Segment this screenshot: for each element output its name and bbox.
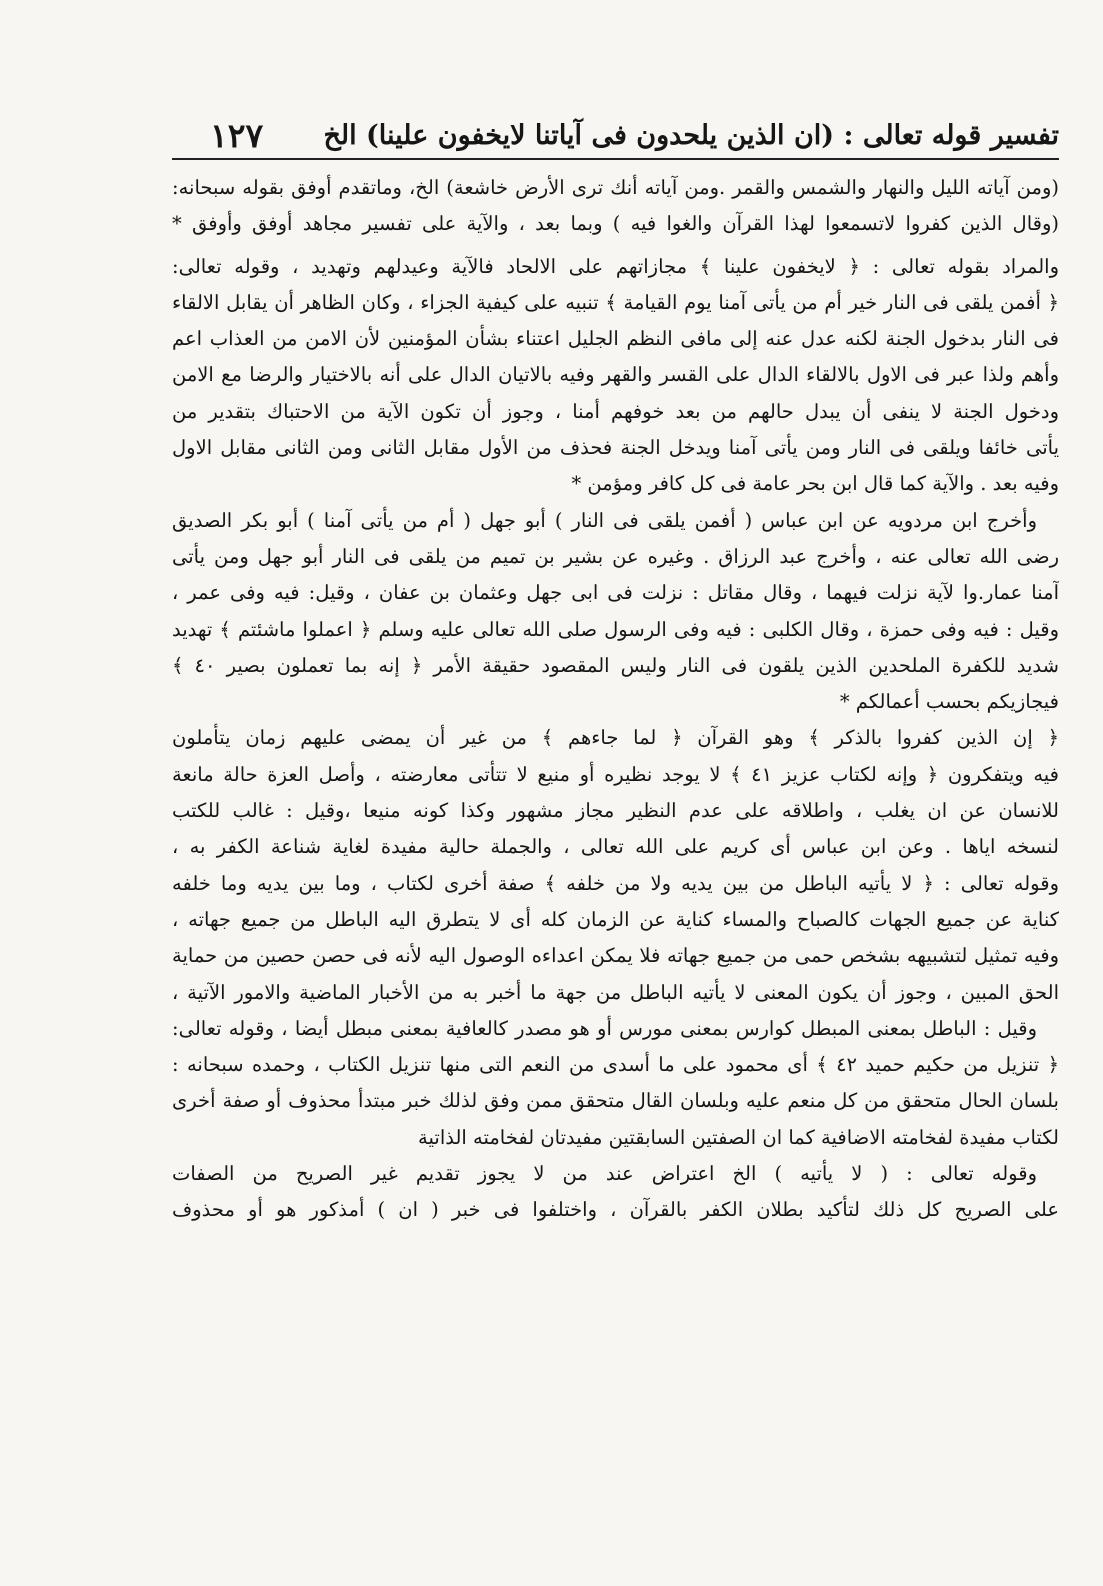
running-title: تفسير قوله تعالى : (ان الذين يلحدون فى آياتنا لايخفون علينا) الخ xyxy=(323,120,1059,151)
text-line: بلسان الحال متحقق من كل منعم عليه وبلسان القال متحقق ممن وفق لذلك خبر مبتدأ محذوف أو صفة أخرى xyxy=(172,1089,1059,1113)
text-line: لكتاب مفيدة لفخامته الاضافية كما ان الصفتين السابقتين مفيدتان لفخامته الذاتية xyxy=(418,1125,1059,1149)
page-number: ١٢٧ xyxy=(210,116,264,155)
body-text xyxy=(172,170,1059,1570)
text-line: (وقال الذين كفروا لاتسمعوا لهذا القرآن والغوا فيه ) وبما بعد ، والآية على تفسير مجاهد أوفق وأوفق * xyxy=(172,212,1059,236)
text-line: والمراد بقوله تعالى : ﴿ لايخفون علينا ﴾ مجازاتهم على الالحاد فالآية وعيدلهم وتهديد ، وقوله تعالى: xyxy=(172,254,1059,278)
text-line: وفيه تمثيل لتشبيهه بشخص حمى من جميع جهاته فلا يمكن اعداءه الوصول اليه لأنه فى حصن حصين من حماية xyxy=(172,944,1059,968)
text-line: وأخرج ابن مردويه عن ابن عباس ( أفمن يلقى فى النار ) أبو جهل ( أم من يأتى آمنا ) أبو بكر الصديق xyxy=(172,508,1037,532)
text-line: ﴿ أفمن يلقى فى النار خير أم من يأتى آمنا يوم القيامة ﴾ تنبيه على كيفية الجزاء ، وكان الظاهر أن يقابل الالقاء xyxy=(172,290,1059,314)
text-line: ﴿ تنزيل من حكيم حميد ٤٢ ﴾ أى محمود على ما أسدى من النعم التى منها تنزيل الكتاب ، وحمده سبحانه : xyxy=(172,1053,1059,1077)
text-line: فى النار بدخول الجنة لكنه عدل عنه إلى مافى النظم الجليل اعتناء بشأن المؤمنين لأن الامن من العذاب اعم xyxy=(172,327,1059,351)
text-line: لنسخه اياها . وعن ابن عباس أى كريم على الله تعالى ، والجملة حالية مفيدة لغاية شناعة الكفر به ، xyxy=(172,835,1059,859)
text-line: شديد للكفرة الملحدين الذين يلقون فى النار وليس المقصود حقيقة الأمر ﴿ إنه بما تعملون بصير ٤٠ ﴾ xyxy=(172,653,1059,677)
text-line: وقيل : الباطل بمعنى المبطل كوارس بمعنى مورس أو هو مصدر كالعافية بمعنى مبطل أيضا ، وقوله تعالى: xyxy=(172,1016,1037,1040)
text-line: وأهم ولذا عبر فى الاول بالالقاء الدال على القسر والقهر وفيه بالاتيان الدال على أنه بالاختيار والرضا مع الامن xyxy=(172,363,1059,387)
text-line: فيجازيكم بحسب أعمالكم * xyxy=(839,690,1059,714)
text-line: يأتى خائفا ويلقى فى النار ومن يأتى آمنا ويدخل الجنة فحذف من الأول مقابل الثانى ومن الثانى مقابل الاول xyxy=(172,436,1059,460)
text-line: ودخول الجنة لا ينفى أن يبدل حالهم من بعد خوفهم أمنا ، وجوز أن تكون الآية من الاحتباك بتقدير من xyxy=(172,399,1059,423)
text-line: (ومن آياته الليل والنهار والشمس والقمر .ومن آياته أنك ترى الأرض خاشعة) الخ، وماتقدم أوفق بقوله سبحانه: xyxy=(172,176,1059,199)
text-line: آمنا عمار.وا لآية نزلت فيهما ، وقال مقاتل : نزلت فى ابى جهل وعثمان بن عفان ، وقيل: فيه وفى عمر ، xyxy=(172,581,1059,605)
text-line: للانسان عن ان يغلب ، واطلاقه على عدم النظير مجاز مشهور وكذا كونه منيعا ،وقيل : غالب للكتب xyxy=(172,799,1059,823)
header-rule xyxy=(172,158,1059,160)
text-line: رضى الله تعالى عنه ، وأخرج عبد الرزاق . وغيره عن بشير بن تميم من يلقى فى النار أبو جهل ومن يأتى xyxy=(172,544,1059,568)
text-line: كناية عن جميع الجهات كالصباح والمساء كناية عن الزمان كله أى لا يتطرق اليه الباطل من جميع جهاته ، xyxy=(172,907,1059,931)
page-header xyxy=(172,116,1059,160)
text-line: وفيه بعد . والآية كما قال ابن بحر عامة فى كل كافر ومؤمن * xyxy=(571,472,1059,496)
text-line: وقوله تعالى : ( لا يأتيه ) الخ اعتراض عند من لا يجوز تقديم غير الصريح من الصفات xyxy=(172,1162,1037,1186)
text-line: ﴿ إن الذين كفروا بالذكر ﴾ وهو القرآن ﴿ لما جاءهم ﴾ من غير أن يمضى عليهم زمان يتأملون xyxy=(172,726,1059,750)
text-line: الحق المبين ، وجوز أن يكون المعنى لا يأتيه الباطل من جهة ما أخبر به من الأخبار الماضية والامور الآتية ، xyxy=(172,980,1059,1004)
text-line: فيه ويتفكرون ﴿ وإنه لكتاب عزيز ٤١ ﴾ لا يوجد نظيره أو منيع لا تتأتى معارضته ، وأصل العزة حالة مانعة xyxy=(172,762,1059,786)
text-line: على الصريح كل ذلك لتأكيد بطلان الكفر بالقرآن ، واختلفوا فى خبر ( ان ) أمذكور هو أو محذوف xyxy=(172,1198,1059,1222)
text-line: وقوله تعالى : ﴿ لا يأتيه الباطل من بين يديه ولا من خلفه ﴾ صفة أخرى لكتاب ، وما بين يديه وما خلفه xyxy=(172,871,1059,895)
text-line: وقيل : فيه وفى حمزة ، وقال الكلبى : فيه وفى الرسول صلى الله تعالى عليه وسلم ﴿ اعملوا ماشئتم ﴾ تهديد xyxy=(172,617,1059,641)
